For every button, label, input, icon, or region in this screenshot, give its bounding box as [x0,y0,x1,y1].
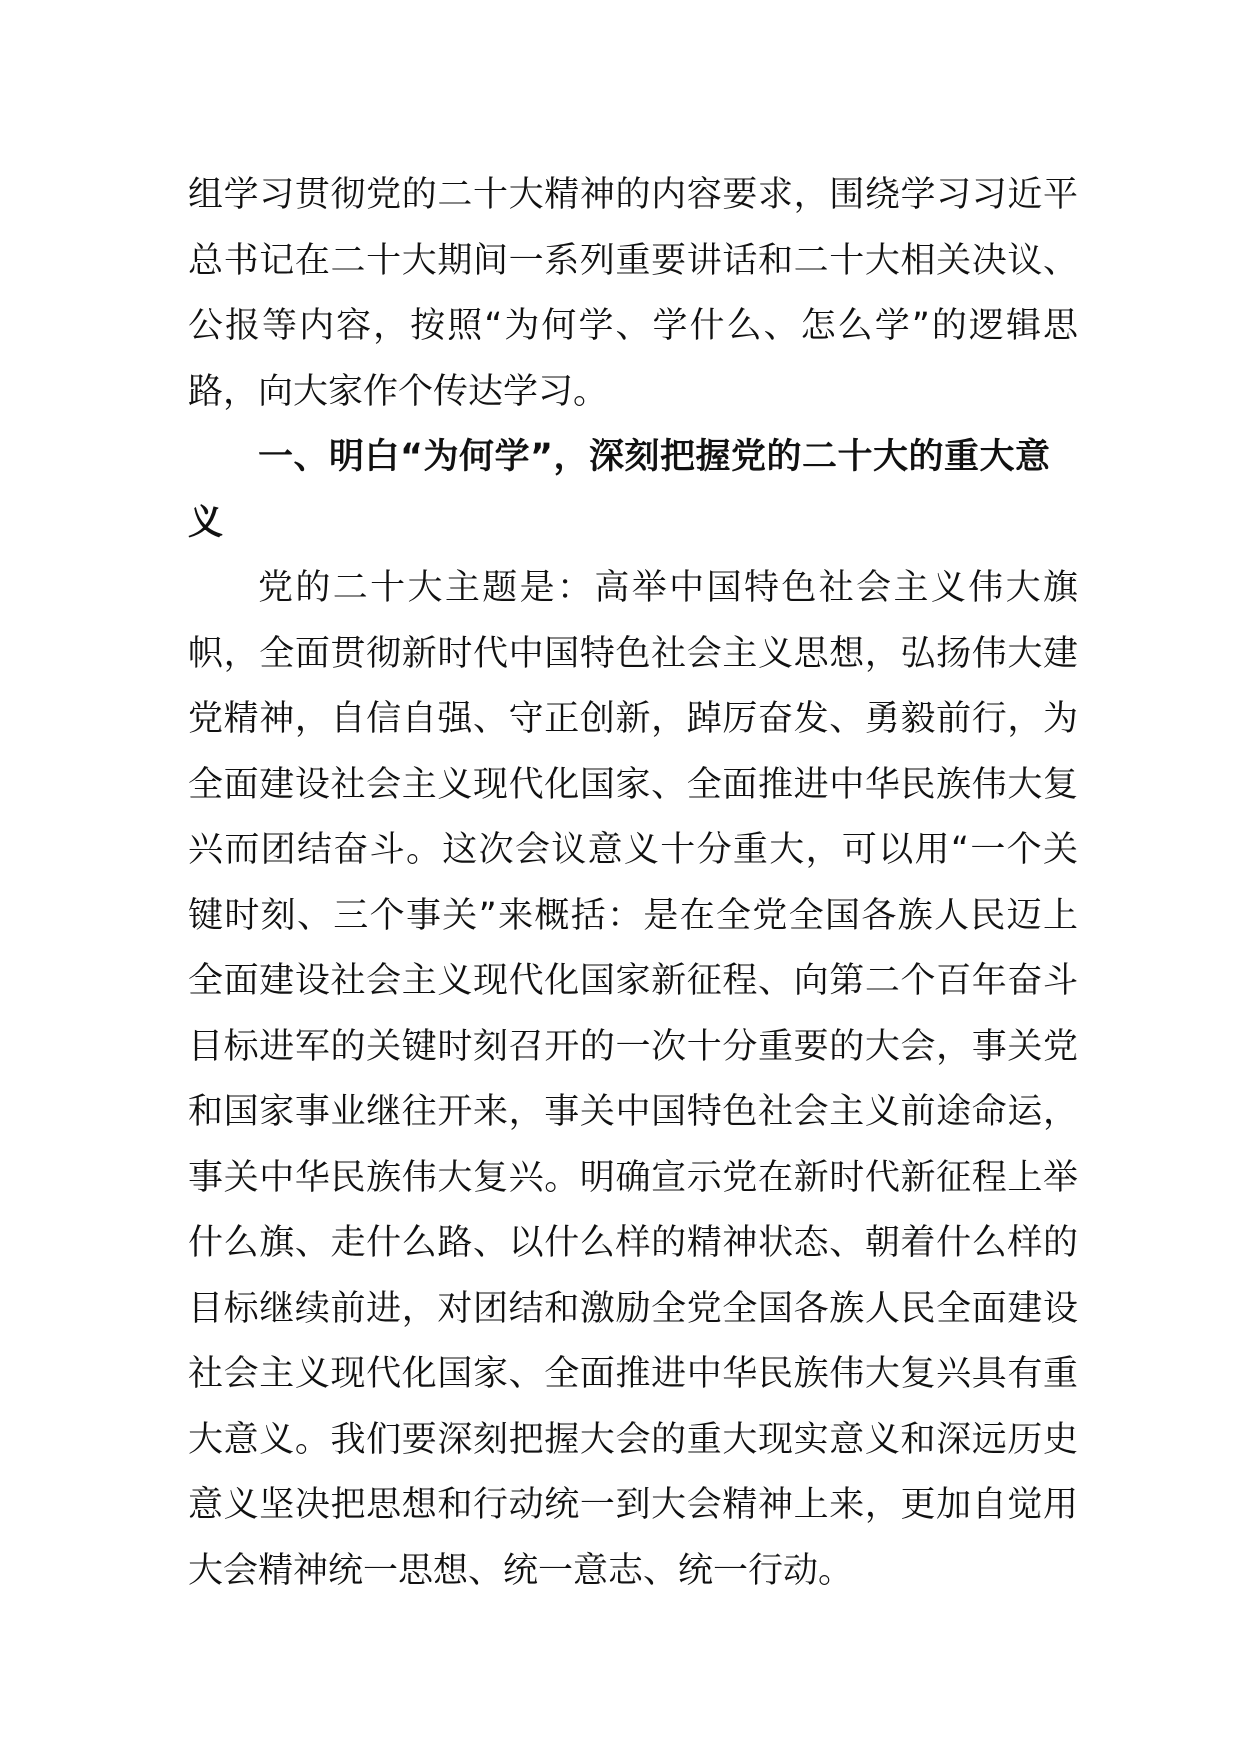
document-body [188,163,1078,1604]
body-paragraph-1: 党的二十大主题是：高举中国特色社会主义伟大旗帜，全面贯彻新时代中国特色社会主义思想，弘扬伟大建党精神，自信自强、守正创新，踔厉奋发、勇毅前行，为全面建设社会主义现代化国家、全面推进中华民族伟大复兴而团结奋斗。这次会议意义十分重大，可以用“一个关键时刻、三个事关”来概括：是在全党全国各族人民迈上全面建设社会主义现代化国家新征程、向第二个百年奋斗目标进军的关键时刻召开的一次十分重要的大会，事关党和国家事业继往开来，事关中国特色社会主义前途命运，事关中华民族伟大复兴。明确宣示党在新时代新征程上举什么旗、走什么路、以什么样的精神状态、朝着什么样的目标继续前进，对团结和激励全党全国各族人民全面建设社会主义现代化国家、全面推进中华民族伟大复兴具有重大意义。我们要深刻把握大会的重大现实意义和深远历史意义坚决把思想和行动统一到大会精神上来，更加自觉用大会精神统一思想、统一意志、统一行动。 [188,568,1078,1591]
section-heading-1: 一、明白“为何学”，深刻把握党的二十大的重大意义 [188,437,1051,543]
intro-paragraph: 组学习贯彻党的二十大精神的内容要求，围绕学习习近平总书记在二十大期间一系列重要讲话和二十大相关决议、公报等内容，按照“为何学、学什么、怎么学”的逻辑思路，向大家作个传达学习。 [188,175,1078,412]
